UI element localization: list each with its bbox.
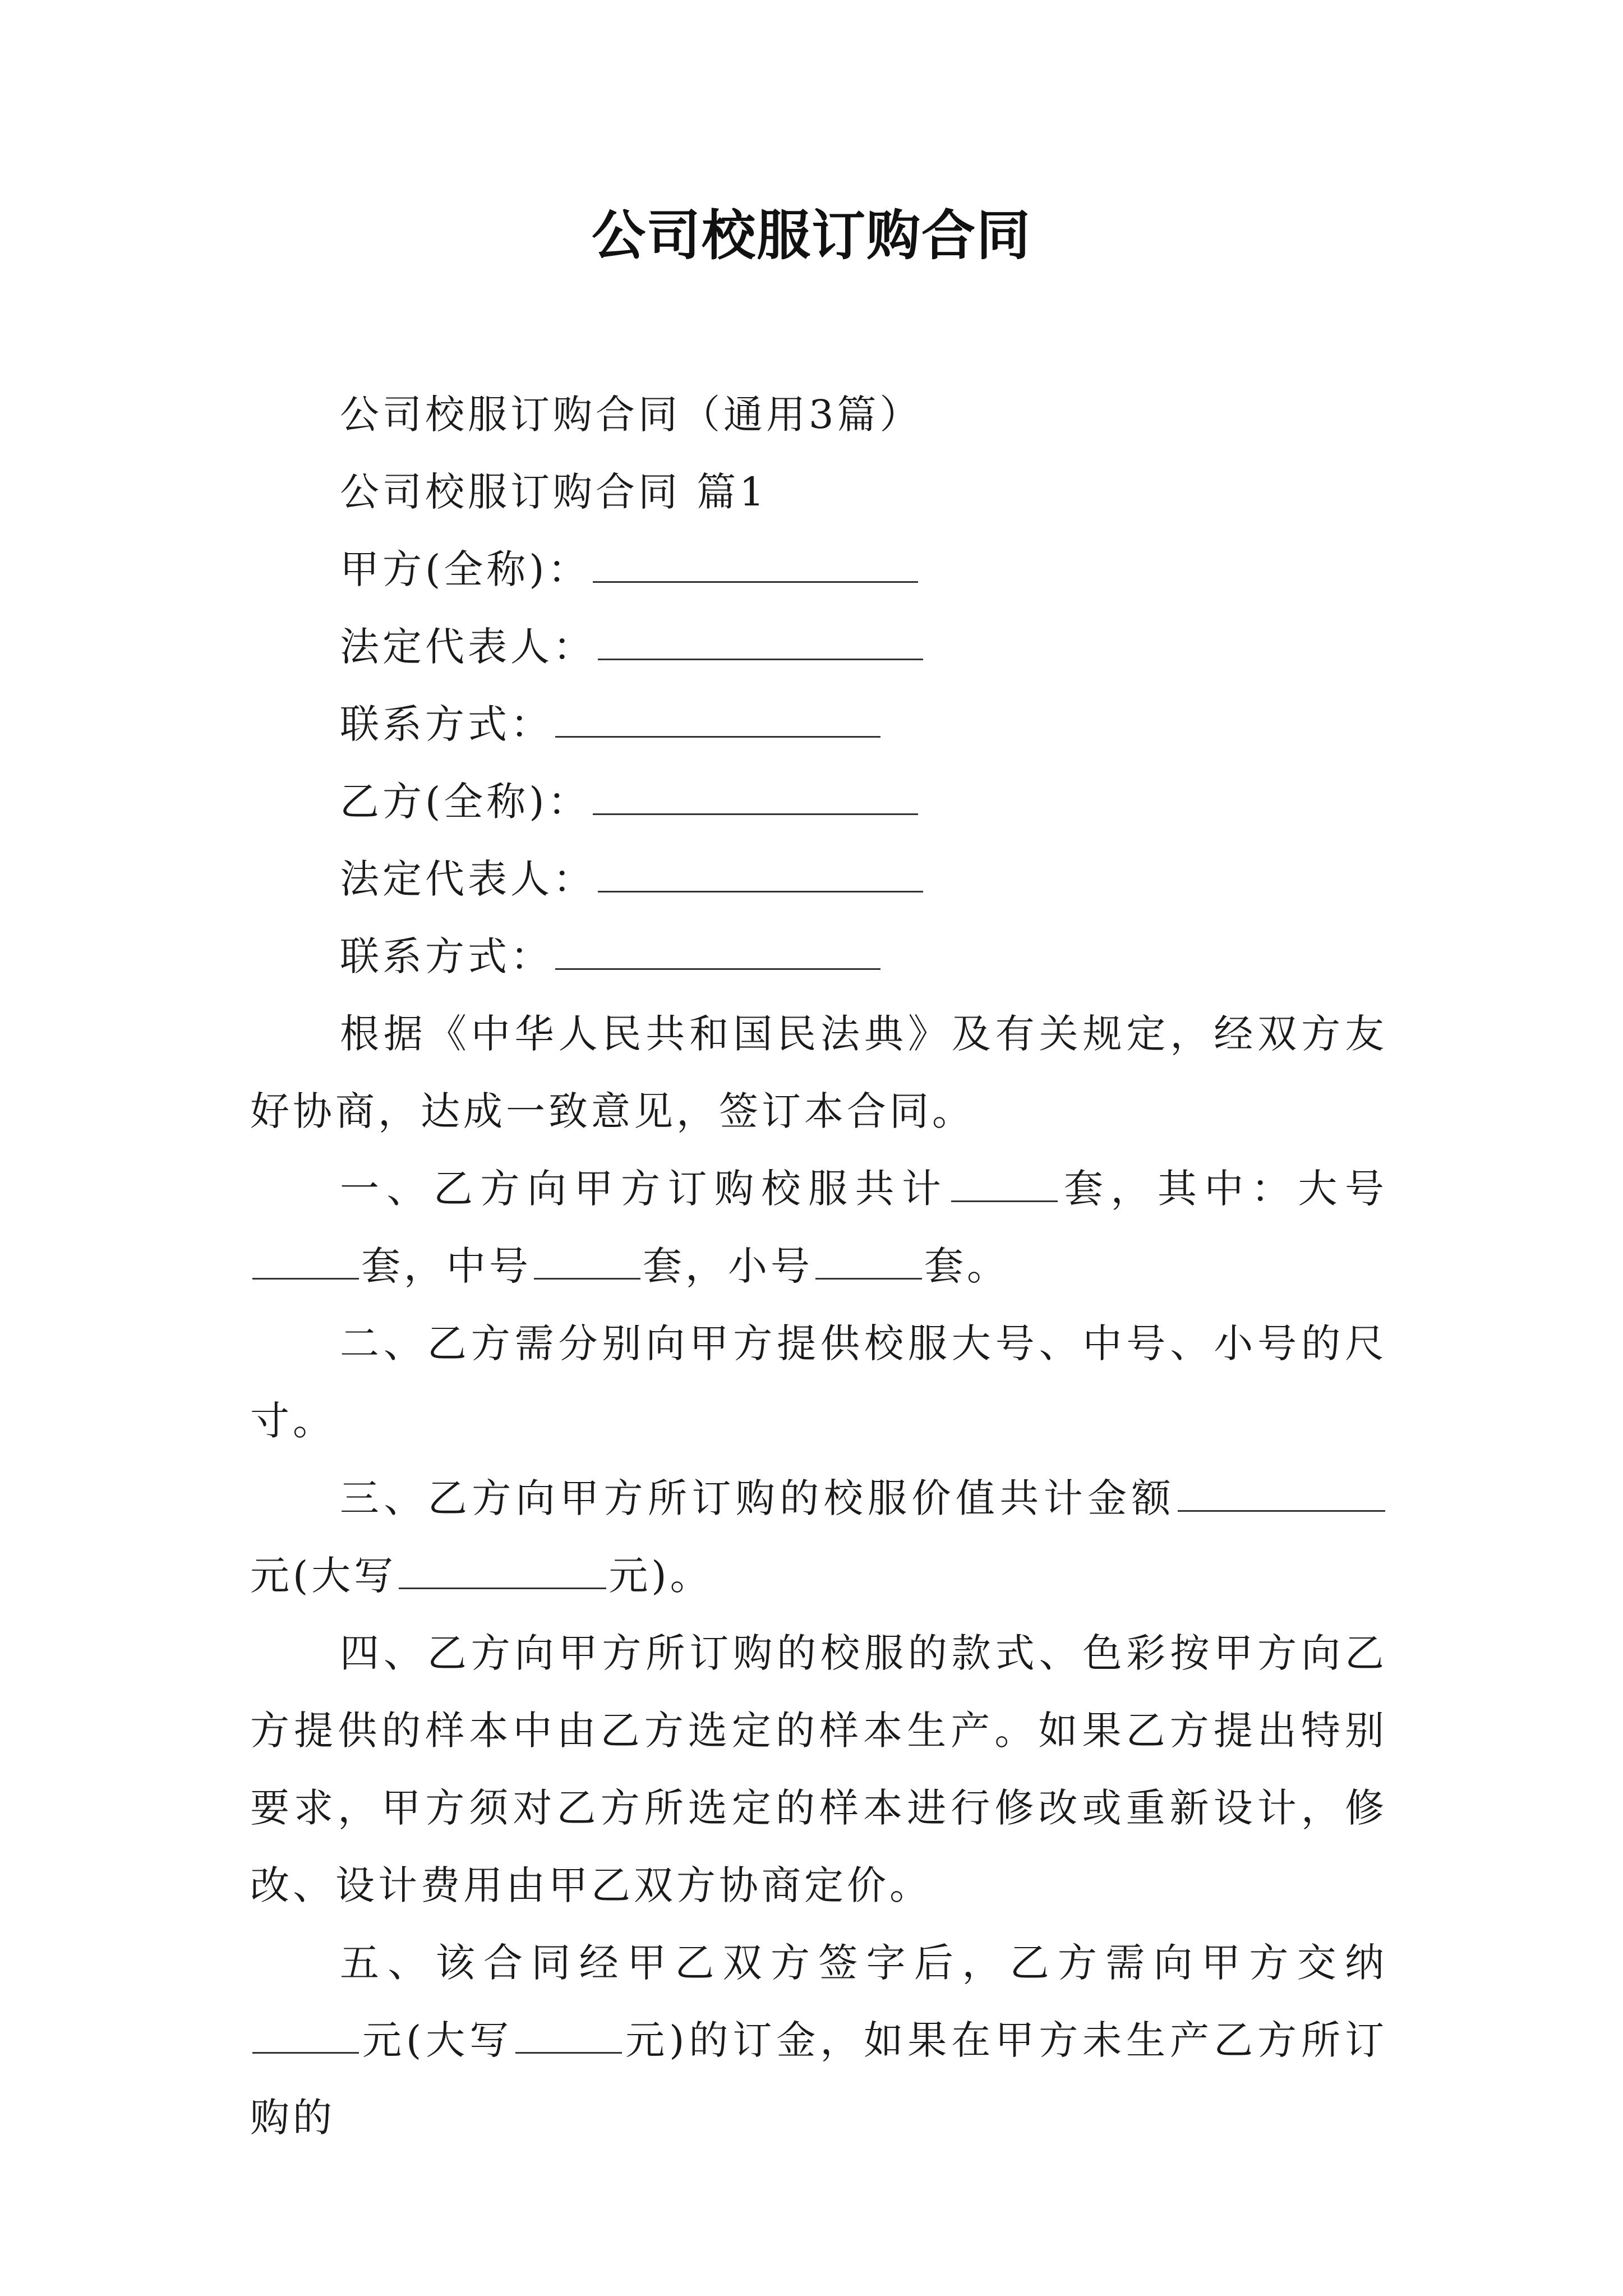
clause-text: 元)。: [608, 1553, 713, 1599]
fill-blank: [815, 1244, 922, 1280]
clause-text: 元(大写: [250, 1553, 397, 1599]
party-a-name-field: [250, 531, 1387, 608]
fill-blank: [252, 2018, 359, 2054]
clause-text: 五、该合同经甲乙双方签字后，乙方需向甲方交纳: [340, 1940, 1387, 1986]
clause-text: 套，中号: [361, 1243, 532, 1289]
clause-text: 三、乙方向甲方所订购的校服价值共计金额: [340, 1475, 1175, 1521]
fill-blank: [534, 1244, 640, 1280]
field-label: 甲方(全称)：: [340, 546, 591, 592]
field-label: 联系方式：: [340, 701, 553, 747]
party-a-representative-field: [250, 608, 1387, 685]
field-label: 乙方(全称)：: [340, 779, 591, 825]
clause-text: 元)的订金，如果在甲方未生产乙方所订购的: [250, 2017, 1388, 2141]
section-heading: 公司校服订购合同 篇1: [340, 469, 768, 515]
fill-blank: [515, 2018, 622, 2054]
fill-blank: [555, 935, 880, 970]
party-a-contact-field: [250, 685, 1387, 763]
fill-blank: [399, 1554, 606, 1589]
fill-blank: [598, 857, 923, 892]
field-label: 法定代表人：: [340, 624, 596, 670]
fill-blank: [951, 1167, 1058, 1202]
party-b-representative-field: [250, 840, 1387, 918]
fill-blank: [593, 780, 918, 815]
clause-3: [250, 1460, 1387, 1614]
clause-5: [250, 1924, 1387, 2156]
party-b-contact-field: [250, 918, 1387, 995]
field-label: 法定代表人：: [340, 856, 596, 902]
clause-2: 二、乙方需分别向甲方提供校服大号、中号、小号的尺寸。: [250, 1320, 1387, 1444]
fill-blank: [555, 702, 880, 738]
clause-1: [250, 1150, 1387, 1305]
clause-text: 元(大写: [361, 2017, 514, 2063]
clause-4: 四、乙方向甲方所订购的校服的款式、色彩按甲方向乙方提供的样本中由乙方选定的样本生产。如果乙方提出特别要求，甲方须对乙方所选定的样本进行修改或重新设计，修改、设计费用由甲乙双方协商定价。: [250, 1630, 1387, 1908]
fill-blank: [1178, 1476, 1385, 1512]
clause-text: 一、乙方向甲方订购校服共计: [340, 1166, 949, 1212]
fill-blank: [252, 1244, 359, 1280]
party-b-name-field: [250, 763, 1387, 840]
clause-text: 套。: [924, 1243, 1009, 1289]
intro-paragraph: 根据《中华人民共和国民法典》及有关规定，经双方友好协商，达成一致意见，签订本合同。: [250, 1011, 1387, 1134]
document-title: 公司校服订购合同: [592, 204, 1031, 267]
fill-blank: [593, 547, 918, 583]
clause-text: 套，其中：大号: [1059, 1166, 1387, 1212]
field-label: 联系方式：: [340, 933, 553, 979]
document-subtitle: 公司校服订购合同（通用3篇）: [340, 392, 923, 438]
document-body: [250, 376, 1387, 2156]
clause-text: 套，小号: [643, 1243, 813, 1289]
fill-blank: [598, 625, 923, 660]
